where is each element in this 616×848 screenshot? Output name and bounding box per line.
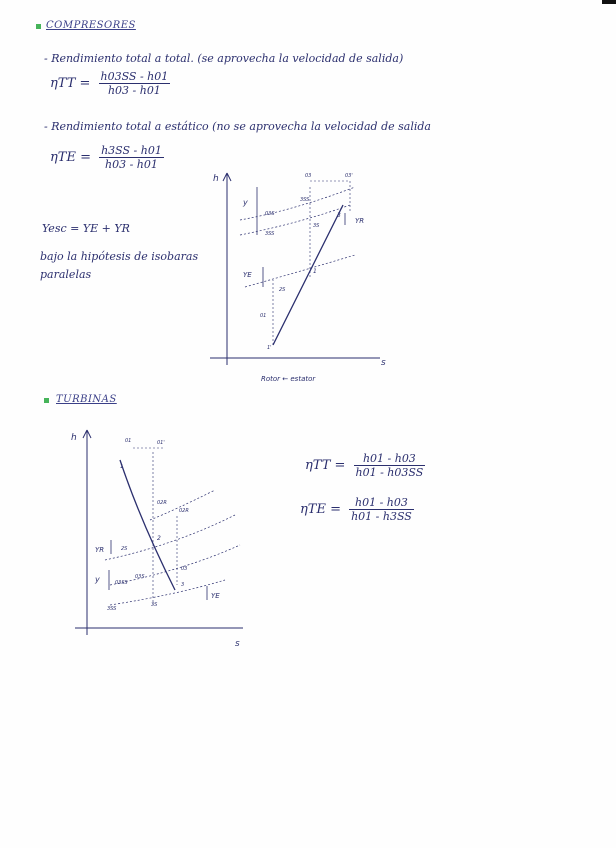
bullet-icon bbox=[44, 398, 49, 403]
turbinas-eq1 bbox=[305, 452, 425, 479]
point-03: 03 bbox=[305, 173, 312, 179]
note-line2: paralelas bbox=[40, 268, 92, 281]
point-01: 01 bbox=[260, 313, 267, 319]
point-03ss: 03SS bbox=[115, 580, 128, 586]
eq-numerator: h01 - h03 bbox=[354, 452, 426, 466]
point-3ss: 3SS bbox=[300, 197, 310, 203]
compresores-eq1 bbox=[50, 70, 170, 97]
bullet-icon bbox=[36, 24, 41, 29]
axis-label-h: h bbox=[213, 174, 219, 184]
point-01p: 01' bbox=[157, 440, 165, 446]
eq-label: ηTT = bbox=[305, 458, 346, 473]
section-title-turbinas: TURBINAS bbox=[56, 394, 117, 405]
point-02r: 02R bbox=[157, 500, 167, 506]
compresores-line1: - Rendimiento total a total. (se aprovecha la velocidad de salida) bbox=[44, 52, 404, 65]
label-ye: YE bbox=[211, 592, 220, 600]
point-01: 01 bbox=[125, 438, 132, 444]
label-ye: YE bbox=[243, 271, 252, 279]
point-3s: 3S bbox=[313, 223, 320, 229]
point-02r-b: 02R bbox=[179, 508, 189, 514]
point-1p: 1' bbox=[267, 345, 272, 351]
eq-denominator: h01 - h3SS bbox=[351, 510, 412, 523]
eq-denominator: h01 - h03SS bbox=[355, 466, 424, 479]
axis-label-s: s bbox=[381, 358, 386, 368]
point-1: 1 bbox=[313, 268, 317, 275]
eq-denominator: h03 - h01 bbox=[105, 158, 158, 171]
turbinas-eq2 bbox=[300, 496, 414, 523]
section-title-compresores: COMPRESORES bbox=[46, 20, 136, 31]
point-3s: 3S bbox=[151, 602, 158, 608]
compresor-hs-diagram bbox=[205, 165, 395, 390]
note-line1: bajo la hipótesis de isobaras bbox=[40, 250, 199, 263]
eq-denominator: h03 - h01 bbox=[107, 84, 161, 97]
point-3ss: 3SS bbox=[107, 606, 117, 612]
axis-label-h: h bbox=[71, 433, 77, 443]
axis-label-s: s bbox=[235, 639, 240, 649]
turbina-hs-diagram bbox=[65, 420, 255, 650]
eq-numerator: h3SS - h01 bbox=[101, 144, 162, 157]
label-y: y bbox=[95, 575, 100, 584]
compresores-eq2 bbox=[50, 144, 164, 171]
point-2: 2 bbox=[157, 535, 161, 542]
point-2s: 2S bbox=[121, 546, 128, 552]
label-3ss: 3SS bbox=[265, 231, 275, 237]
eq-numerator: h03SS - h01 bbox=[100, 70, 169, 83]
eq-label: ηTT = bbox=[50, 76, 91, 91]
compresores-line2: - Rendimiento total a estático (no se aprovecha la velocidad de salida bbox=[44, 120, 431, 133]
label-yr: YR bbox=[355, 217, 365, 225]
eq-label: ηTE = bbox=[300, 502, 341, 517]
point-03s: 03S bbox=[135, 574, 145, 580]
label-yr: YR bbox=[95, 546, 105, 554]
eq-numerator: h01 - h03 bbox=[349, 496, 414, 510]
point-1: 1 bbox=[120, 464, 124, 470]
corner-mark bbox=[602, 0, 616, 4]
label-03s: 03S bbox=[265, 211, 275, 217]
point-03p: 03' bbox=[345, 173, 353, 179]
eq-label: ηTE = bbox=[50, 150, 91, 165]
point-3: 3 bbox=[181, 582, 185, 588]
point-2s: 2S bbox=[279, 287, 286, 293]
label-y: y bbox=[243, 198, 248, 207]
point-03: 03 bbox=[181, 566, 188, 572]
bottom-label: Rotor ← estator bbox=[261, 375, 316, 383]
point-3: 3 bbox=[337, 212, 341, 219]
y-esc-equation: Yesc = YE + YR bbox=[42, 222, 130, 235]
